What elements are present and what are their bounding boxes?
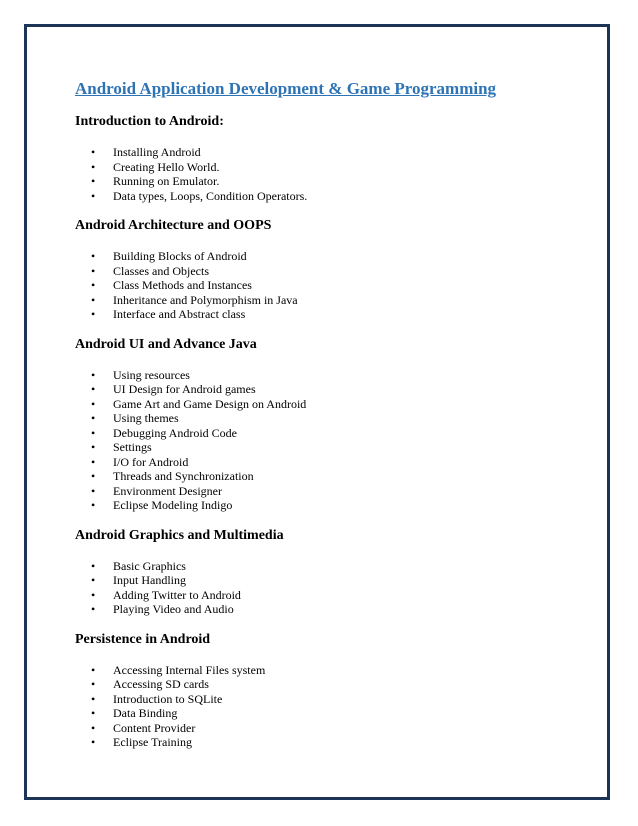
document-content bbox=[75, 78, 585, 750]
list-item-text: Input Handling bbox=[113, 573, 186, 587]
list-item-text: I/O for Android bbox=[113, 454, 189, 469]
section-heading: Android Architecture and OOPS bbox=[75, 218, 272, 233]
list-item-text: Game Art and Game Design on Android bbox=[113, 396, 307, 411]
list-item-text: Classes and Objects bbox=[113, 263, 209, 278]
sections-container bbox=[75, 113, 585, 750]
topic-list bbox=[75, 368, 585, 513]
bullet-icon: • bbox=[91, 573, 96, 587]
bullet-icon: • bbox=[91, 188, 96, 203]
list-item bbox=[75, 706, 585, 721]
list-item bbox=[75, 735, 585, 750]
list-item bbox=[75, 264, 585, 279]
list-item-text: UI Design for Android games bbox=[113, 382, 256, 396]
list-item-text: Creating Hello World. bbox=[113, 159, 220, 174]
list-item bbox=[75, 692, 585, 707]
list-item bbox=[75, 469, 585, 484]
list-item-text: Using resources bbox=[113, 367, 190, 382]
bullet-icon: • bbox=[91, 145, 96, 159]
list-item-text: Building Blocks of Android bbox=[113, 249, 247, 263]
bullet-icon: • bbox=[91, 602, 96, 616]
topic-list bbox=[75, 249, 585, 322]
bullet-icon: • bbox=[91, 677, 96, 691]
section-heading: Introduction to Android: bbox=[75, 114, 224, 129]
topic-list bbox=[75, 663, 585, 750]
bullet-icon: • bbox=[91, 469, 96, 483]
document-title: Android Application Development & Game Programming bbox=[75, 79, 497, 98]
list-item bbox=[75, 145, 585, 160]
list-item bbox=[75, 397, 585, 412]
bullet-icon: • bbox=[91, 278, 96, 292]
list-item bbox=[75, 663, 585, 678]
list-item-text: Using themes bbox=[113, 411, 179, 425]
bullet-icon: • bbox=[91, 249, 96, 263]
section-heading: Android Graphics and Multimedia bbox=[75, 527, 284, 543]
list-item bbox=[75, 160, 585, 175]
list-item bbox=[75, 498, 585, 513]
list-item bbox=[75, 440, 585, 455]
bullet-icon: • bbox=[91, 174, 96, 188]
list-item-text: Data types, Loops, Condition Operators. bbox=[113, 188, 308, 203]
bullet-icon: • bbox=[91, 558, 96, 573]
section-heading: Android UI and Advance Java bbox=[75, 336, 257, 352]
bullet-icon: • bbox=[91, 382, 96, 396]
bullet-icon: • bbox=[91, 411, 96, 425]
bullet-icon: • bbox=[91, 735, 96, 749]
list-item bbox=[75, 573, 585, 588]
topic-list bbox=[75, 559, 585, 617]
bullet-icon: • bbox=[91, 454, 96, 469]
list-item-text: Debugging Android Code bbox=[113, 425, 237, 440]
list-item-text: Content Provider bbox=[113, 720, 196, 735]
list-item-text: Introduction to SQLite bbox=[113, 691, 223, 706]
bullet-icon: • bbox=[91, 440, 96, 454]
list-item-text: Installing Android bbox=[113, 145, 201, 159]
list-item-text: Playing Video and Audio bbox=[113, 602, 234, 616]
bullet-icon: • bbox=[91, 367, 96, 382]
list-item-text: Eclipse Training bbox=[113, 735, 193, 749]
list-item bbox=[75, 249, 585, 264]
list-item bbox=[75, 484, 585, 499]
bullet-icon: • bbox=[91, 720, 96, 735]
bullet-icon: • bbox=[91, 691, 96, 706]
list-item bbox=[75, 307, 585, 322]
list-item bbox=[75, 426, 585, 441]
list-item-text: Running on Emulator. bbox=[113, 174, 220, 188]
list-item-text: Environment Designer bbox=[113, 483, 222, 498]
bullet-icon: • bbox=[91, 425, 96, 440]
list-item bbox=[75, 278, 585, 293]
list-item bbox=[75, 382, 585, 397]
list-item-text: Threads and Synchronization bbox=[113, 469, 254, 483]
list-item-text: Eclipse Modeling Indigo bbox=[113, 498, 233, 512]
bullet-icon: • bbox=[91, 292, 96, 307]
bullet-icon: • bbox=[91, 263, 96, 278]
list-item bbox=[75, 559, 585, 574]
bullet-icon: • bbox=[91, 396, 96, 411]
list-item-text: Interface and Abstract class bbox=[113, 307, 246, 321]
list-item bbox=[75, 368, 585, 383]
topic-list bbox=[75, 145, 585, 203]
list-item bbox=[75, 411, 585, 426]
list-item-text: Basic Graphics bbox=[113, 558, 186, 573]
bullet-icon: • bbox=[91, 706, 96, 720]
list-item-text: Adding Twitter to Android bbox=[113, 587, 241, 602]
bullet-icon: • bbox=[91, 483, 96, 498]
bullet-icon: • bbox=[91, 662, 96, 677]
bullet-icon: • bbox=[91, 307, 96, 321]
list-item bbox=[75, 174, 585, 189]
bullet-icon: • bbox=[91, 587, 96, 602]
list-item bbox=[75, 677, 585, 692]
list-item bbox=[75, 455, 585, 470]
list-item-text: Accessing SD cards bbox=[113, 677, 209, 691]
bullet-icon: • bbox=[91, 498, 96, 512]
list-item-text: Class Methods and Instances bbox=[113, 278, 252, 292]
section-heading: Persistence in Android bbox=[75, 631, 211, 647]
list-item-text: Inheritance and Polymorphism in Java bbox=[113, 292, 298, 307]
list-item-text: Data Binding bbox=[113, 706, 178, 720]
list-item bbox=[75, 721, 585, 736]
list-item bbox=[75, 588, 585, 603]
list-item-text: Accessing Internal Files system bbox=[113, 662, 266, 677]
bullet-icon: • bbox=[91, 159, 96, 174]
list-item bbox=[75, 293, 585, 308]
list-item bbox=[75, 602, 585, 617]
list-item bbox=[75, 189, 585, 204]
list-item-text: Settings bbox=[113, 440, 152, 454]
